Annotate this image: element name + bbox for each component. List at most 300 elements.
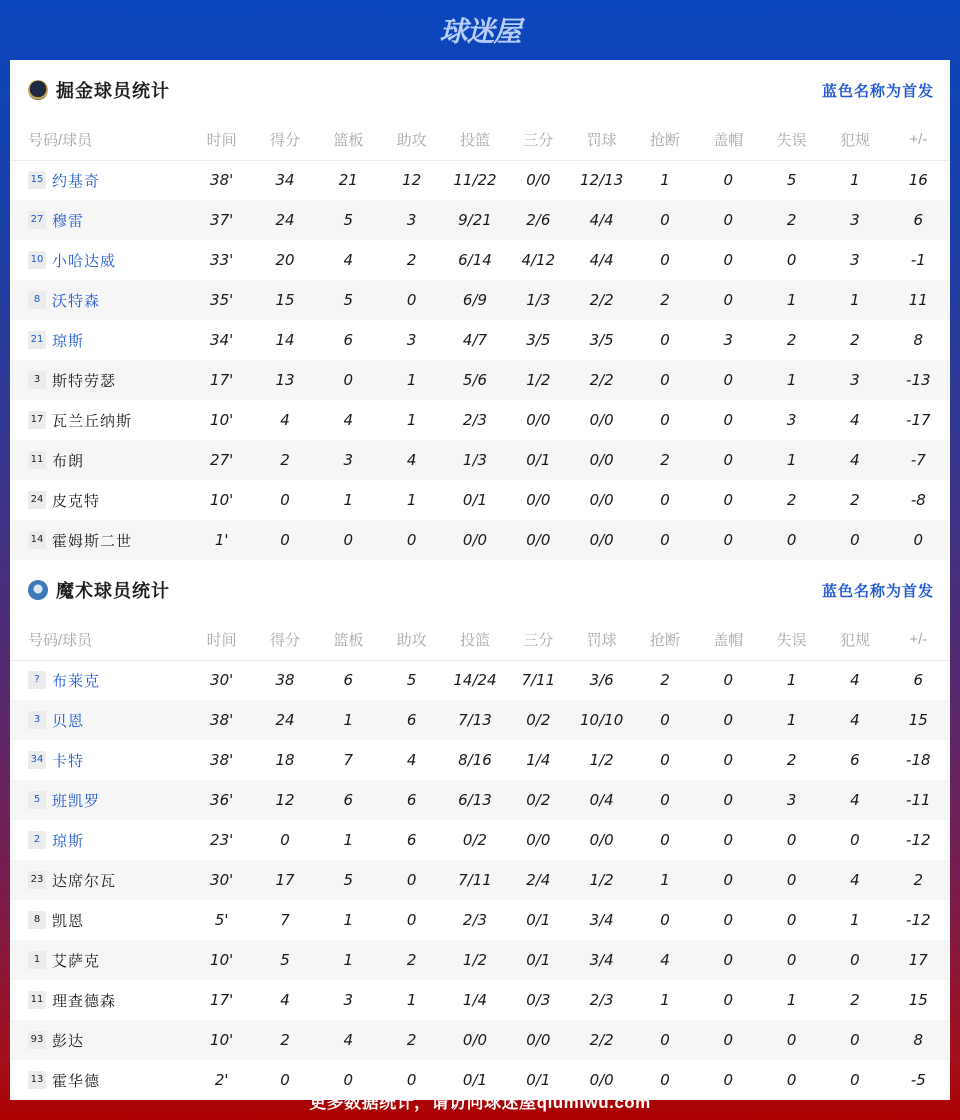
jersey-number-badge: 14 xyxy=(28,531,46,549)
table-row xyxy=(10,400,950,440)
stat-cell: 5 xyxy=(786,171,797,190)
stat-cell: 1/4 xyxy=(526,751,551,769)
column-header: 号码/球员 xyxy=(10,120,190,160)
stat-cell: 1 xyxy=(633,860,696,900)
stat-cell: 0 xyxy=(633,1020,696,1060)
magic-logo-icon xyxy=(28,580,48,600)
stat-cell: 8 xyxy=(887,1020,950,1060)
player-cell xyxy=(10,240,190,280)
stat-cell: 10' xyxy=(210,491,234,509)
stat-cell: 11/22 xyxy=(453,171,497,190)
table-row xyxy=(10,200,950,240)
player-stats-table xyxy=(10,120,950,560)
stat-cell: 0/0 xyxy=(507,520,570,560)
stat-cell: 24 xyxy=(253,700,316,740)
stat-cell: 1 xyxy=(343,491,354,509)
nuggets-logo-icon xyxy=(28,80,48,100)
jersey-number-badge: 2 xyxy=(28,831,46,849)
stat-cell: 12/13 xyxy=(580,171,624,190)
player-cell xyxy=(10,200,190,240)
stat-cell: 0 xyxy=(760,940,823,980)
stat-cell: 4 xyxy=(850,411,860,429)
player-name-link[interactable]: 瓦兰丘纳斯 xyxy=(52,411,133,430)
table-header-row xyxy=(10,120,950,160)
stat-cell: 3 xyxy=(723,331,734,349)
stat-cell: 1' xyxy=(190,520,253,560)
stat-cell: 34 xyxy=(275,171,295,190)
brand-logo: 球迷屋 xyxy=(439,15,521,48)
table-row xyxy=(10,660,950,700)
table-row xyxy=(10,480,950,520)
stat-cell: 1 xyxy=(317,940,380,980)
stat-cell: 38 xyxy=(275,671,295,690)
jersey-number-badge: 5 xyxy=(28,791,46,809)
column-header: 失误 xyxy=(760,620,823,660)
stat-cell: 2 xyxy=(380,1020,443,1060)
stat-cell: 1 xyxy=(786,671,797,690)
player-cell xyxy=(10,860,190,900)
stat-cell: 1 xyxy=(760,280,823,320)
stat-cell: 13 xyxy=(253,360,316,400)
stat-cell: 4/4 xyxy=(589,251,614,269)
player-cell xyxy=(10,780,190,820)
player-name-link[interactable]: 艾萨克 xyxy=(52,951,101,970)
stat-cell: 3 xyxy=(823,200,886,240)
table-row xyxy=(10,160,950,200)
stat-cell: 16 xyxy=(908,171,928,190)
stat-cell: 0/3 xyxy=(526,991,551,1009)
stat-cell: 0 xyxy=(317,360,380,400)
stat-cell: 3 xyxy=(823,360,886,400)
stat-cell: 0 xyxy=(697,1020,760,1060)
column-header: 得分 xyxy=(253,120,316,160)
stat-cell: 2/2 xyxy=(570,360,633,400)
stat-cell: 0 xyxy=(760,1020,823,1060)
stat-cell: 0 xyxy=(280,491,290,509)
stat-cell: 1 xyxy=(406,991,417,1009)
stat-cell: 15 xyxy=(908,991,928,1009)
stat-cell: 2/4 xyxy=(507,860,570,900)
stat-cell: 0 xyxy=(660,911,670,929)
column-header: 犯规 xyxy=(823,120,886,160)
stat-cell: 35' xyxy=(190,280,253,320)
stat-cell: -18 xyxy=(906,751,931,769)
stat-cell: 6 xyxy=(913,671,924,690)
stat-cell: -11 xyxy=(887,780,950,820)
stat-cell: 12 xyxy=(253,780,316,820)
stat-cell: 0 xyxy=(723,671,734,690)
player-name-link[interactable]: 沃特森 xyxy=(52,291,101,310)
stat-cell: 17 xyxy=(253,860,316,900)
player-name-link[interactable]: 贝恩 xyxy=(52,711,85,730)
stat-cell: 2 xyxy=(850,491,860,509)
stat-cell: 38' xyxy=(190,700,253,740)
stat-cell: 3/5 xyxy=(589,331,614,349)
table-row xyxy=(10,440,950,480)
player-name-link[interactable]: 布莱克 xyxy=(52,671,101,690)
stat-cell: 0 xyxy=(723,911,734,929)
column-header: 失误 xyxy=(760,120,823,160)
starter-legend-note: 蓝色名称为首发 xyxy=(821,82,934,100)
player-name-link[interactable]: 布朗 xyxy=(52,451,85,470)
stat-cell: 5/6 xyxy=(443,360,506,400)
stat-cell: 2 xyxy=(633,440,696,480)
column-header: 时间 xyxy=(190,620,253,660)
stat-cell: 6 xyxy=(343,671,354,690)
jersey-number-badge: 13 xyxy=(28,1071,46,1089)
jersey-number-badge: 23 xyxy=(28,871,46,889)
stat-cell: 5 xyxy=(317,200,380,240)
stat-cell: 4/4 xyxy=(570,200,633,240)
stat-cell: 1 xyxy=(850,171,860,190)
stat-cell: 0 xyxy=(697,200,760,240)
stat-cell: 1/2 xyxy=(443,940,506,980)
player-name-link[interactable]: 霍姆斯二世 xyxy=(52,531,133,550)
stat-cell: 0 xyxy=(660,1071,670,1089)
stat-cell: 3 xyxy=(760,780,823,820)
table-row xyxy=(10,940,950,980)
stat-cell: 0/0 xyxy=(589,411,614,429)
table-row xyxy=(10,740,950,780)
column-header: 篮板 xyxy=(317,120,380,160)
team-stats-title: 掘金球员统计 xyxy=(56,81,170,101)
stat-cell: 0 xyxy=(697,780,760,820)
stat-cell: 0 xyxy=(380,280,443,320)
stat-cell: 4 xyxy=(343,411,354,429)
section-title xyxy=(28,577,170,603)
stat-cell: 0 xyxy=(697,700,760,740)
stat-cell: 1/4 xyxy=(462,991,488,1009)
column-header: +/- xyxy=(887,620,950,660)
stat-cell: 0 xyxy=(723,991,734,1009)
stat-cell: 6 xyxy=(850,751,860,769)
stat-cell: 0/1 xyxy=(507,440,570,480)
stat-cell: 1 xyxy=(406,491,417,509)
stat-cell: 0 xyxy=(380,520,443,560)
jersey-number-badge: 11 xyxy=(28,991,46,1009)
stat-cell: 1 xyxy=(660,991,670,1009)
stat-cell: 0 xyxy=(723,831,734,849)
stat-cell: 2 xyxy=(406,251,417,269)
table-row xyxy=(10,980,950,1020)
stat-cell: 27' xyxy=(190,440,253,480)
stat-cell: 3/6 xyxy=(589,671,614,690)
stat-cell: 1/2 xyxy=(507,360,570,400)
player-cell xyxy=(10,900,190,940)
stat-cell: 30' xyxy=(210,671,234,690)
player-cell xyxy=(10,160,190,200)
column-header: 三分 xyxy=(507,120,570,160)
table-row xyxy=(10,700,950,740)
stat-cell: 4 xyxy=(280,411,290,429)
player-cell xyxy=(10,440,190,480)
stat-cell: 0 xyxy=(660,491,670,509)
column-header: 助攻 xyxy=(380,120,443,160)
stat-cell: -1 xyxy=(910,251,926,269)
stat-cell: 1 xyxy=(760,360,823,400)
stat-cell: 2 xyxy=(850,331,860,349)
stats-card xyxy=(10,60,950,1100)
stat-cell: 0/0 xyxy=(443,520,506,560)
stat-cell: 0 xyxy=(280,1071,290,1089)
player-name-link[interactable]: 琼斯 xyxy=(52,331,85,350)
stat-cell: 0 xyxy=(633,780,696,820)
stat-cell: 18 xyxy=(275,751,295,769)
stat-cell: 4 xyxy=(850,671,860,690)
column-header: 投篮 xyxy=(443,620,506,660)
stat-cell: 0 xyxy=(760,520,823,560)
stat-cell: 0 xyxy=(406,1071,417,1089)
player-name-link[interactable]: 皮克特 xyxy=(52,491,101,510)
stat-cell: 0 xyxy=(697,360,760,400)
stat-cell: 1/3 xyxy=(507,280,570,320)
stat-cell: 2 xyxy=(786,751,797,769)
player-cell xyxy=(10,700,190,740)
player-name-link[interactable]: 霍华德 xyxy=(52,1071,101,1090)
stat-cell: 3 xyxy=(786,411,797,429)
stat-cell: 0/0 xyxy=(570,440,633,480)
player-name-link[interactable]: 理查德森 xyxy=(52,991,117,1010)
stat-cell: 4 xyxy=(823,780,886,820)
player-cell xyxy=(10,740,190,780)
stat-cell: 7 xyxy=(343,751,354,769)
column-header: +/- xyxy=(887,120,950,160)
stat-cell: 0 xyxy=(253,520,316,560)
stat-cell: 0 xyxy=(697,280,760,320)
stat-cell: 0/0 xyxy=(526,411,551,429)
stat-cell: 37' xyxy=(190,200,253,240)
column-header: 抢断 xyxy=(633,120,696,160)
table-row xyxy=(10,900,950,940)
stat-cell: 0 xyxy=(723,751,734,769)
column-header: 得分 xyxy=(253,620,316,660)
player-cell xyxy=(10,940,190,980)
stat-cell: 6/14 xyxy=(458,251,492,269)
stat-cell: 2 xyxy=(253,440,316,480)
stat-cell: 21 xyxy=(338,171,358,190)
stat-cell: 0 xyxy=(887,520,950,560)
stat-cell: 5 xyxy=(406,671,417,690)
player-cell xyxy=(10,400,190,440)
jersey-number-badge: 8 xyxy=(28,291,46,309)
table-row xyxy=(10,520,950,560)
stat-cell: 5 xyxy=(317,280,380,320)
brand-bar xyxy=(0,0,960,60)
stat-cell: 2' xyxy=(214,1071,229,1089)
section-title xyxy=(28,77,170,103)
stat-cell: 4 xyxy=(280,991,290,1009)
stat-cell: 0/1 xyxy=(462,1071,488,1089)
player-name-link[interactable]: 彭达 xyxy=(52,1031,85,1050)
column-header: 盖帽 xyxy=(697,620,760,660)
stat-cell: 15 xyxy=(253,280,316,320)
stat-cell: 8 xyxy=(913,331,924,349)
stat-cell: -12 xyxy=(906,831,931,849)
stat-cell: 6 xyxy=(406,831,417,849)
stat-cell: 7/11 xyxy=(521,671,556,690)
stat-cell: 3/4 xyxy=(570,940,633,980)
stat-cell: 5 xyxy=(253,940,316,980)
stat-cell: 0/0 xyxy=(589,491,614,509)
player-stats-table xyxy=(10,620,950,1100)
stat-cell: -17 xyxy=(906,411,931,429)
player-name-link[interactable]: 穆雷 xyxy=(52,211,85,230)
stat-cell: 2/2 xyxy=(570,1020,633,1060)
team-section xyxy=(10,560,950,1100)
stat-cell: 0 xyxy=(633,360,696,400)
stat-cell: 2/2 xyxy=(570,280,633,320)
player-name-link[interactable]: 班凯罗 xyxy=(52,791,101,810)
player-name-link[interactable]: 斯特劳瑟 xyxy=(52,371,117,390)
stat-cell: 0/2 xyxy=(462,831,488,849)
stat-cell: 0 xyxy=(660,751,670,769)
stat-cell: 0 xyxy=(380,860,443,900)
stat-cell: 2 xyxy=(850,991,860,1009)
stat-cell: 3 xyxy=(850,251,860,269)
stat-cell: 2/6 xyxy=(507,200,570,240)
stat-cell: 0/1 xyxy=(507,940,570,980)
stat-cell: 0/0 xyxy=(443,1020,506,1060)
team-stats-title: 魔术球员统计 xyxy=(56,581,170,601)
stat-cell: 17 xyxy=(887,940,950,980)
stat-cell: 0 xyxy=(633,700,696,740)
stat-cell: 0 xyxy=(697,440,760,480)
stat-cell: 2 xyxy=(760,200,823,240)
stat-cell: 4 xyxy=(317,1020,380,1060)
stat-cell: 0/1 xyxy=(462,491,488,509)
stat-cell: 0 xyxy=(280,831,290,849)
column-header: 时间 xyxy=(190,120,253,160)
stat-cell: 0 xyxy=(850,831,860,849)
stat-cell: 3/4 xyxy=(589,911,614,929)
player-name-link[interactable]: 凯恩 xyxy=(52,911,85,930)
jersey-number-badge: 27 xyxy=(28,211,46,229)
stat-cell: 0 xyxy=(850,1071,860,1089)
stat-cell: 0 xyxy=(697,520,760,560)
stat-cell: 1 xyxy=(660,171,670,190)
jersey-number-badge: 15 xyxy=(28,171,46,189)
stat-cell: 30' xyxy=(190,860,253,900)
stat-cell: 14/24 xyxy=(453,671,497,690)
stat-cell: 3/5 xyxy=(526,331,551,349)
stat-cell: 2 xyxy=(786,331,797,349)
stat-cell: 4 xyxy=(823,860,886,900)
player-name-link[interactable]: 约基奇 xyxy=(52,171,101,190)
jersey-number-badge: ? xyxy=(28,671,46,689)
stat-cell: 0 xyxy=(786,1071,797,1089)
stat-cell: 2 xyxy=(633,280,696,320)
stat-cell: 1 xyxy=(760,440,823,480)
table-row xyxy=(10,280,950,320)
stat-cell: 3 xyxy=(380,200,443,240)
stat-cell: 0/2 xyxy=(507,700,570,740)
stat-cell: 34' xyxy=(210,331,234,349)
jersey-number-badge: 93 xyxy=(28,1031,46,1049)
stat-cell: 1/2 xyxy=(589,751,614,769)
column-header: 抢断 xyxy=(633,620,696,660)
jersey-number-badge: 1 xyxy=(28,951,46,969)
stat-cell: 5 xyxy=(317,860,380,900)
stat-cell: 1 xyxy=(760,700,823,740)
stat-cell: 6/13 xyxy=(443,780,506,820)
stat-cell: 3 xyxy=(317,440,380,480)
stat-cell: 0/0 xyxy=(589,831,614,849)
stat-cell: 0/0 xyxy=(526,491,551,509)
stat-cell: 0/4 xyxy=(570,780,633,820)
jersey-number-badge: 21 xyxy=(28,331,46,349)
stat-cell: 4 xyxy=(823,700,886,740)
table-row xyxy=(10,240,950,280)
stat-cell: 0/1 xyxy=(526,1071,551,1089)
column-header: 罚球 xyxy=(570,620,633,660)
stat-cell: 1 xyxy=(823,280,886,320)
stat-cell: 4 xyxy=(343,251,354,269)
column-header: 罚球 xyxy=(570,120,633,160)
player-name-link[interactable]: 小哈达威 xyxy=(52,251,117,270)
player-cell xyxy=(10,320,190,360)
player-name-link[interactable]: 卡特 xyxy=(52,751,85,770)
stat-cell: 10' xyxy=(190,940,253,980)
stat-cell: 4/12 xyxy=(521,251,556,269)
jersey-number-badge: 3 xyxy=(28,371,46,389)
jersey-number-badge: 10 xyxy=(28,251,46,269)
stat-cell: 0 xyxy=(406,911,417,929)
column-header: 盖帽 xyxy=(697,120,760,160)
stat-cell: 6 xyxy=(380,780,443,820)
stat-cell: 6/9 xyxy=(443,280,506,320)
stat-cell: 0/0 xyxy=(526,831,551,849)
stat-cell: 0 xyxy=(760,860,823,900)
section-header xyxy=(10,560,950,620)
stat-cell: -13 xyxy=(887,360,950,400)
stat-cell: 1 xyxy=(786,991,797,1009)
stat-cell: 1/3 xyxy=(443,440,506,480)
table-header-row xyxy=(10,620,950,660)
stat-cell: 6 xyxy=(887,200,950,240)
column-header: 助攻 xyxy=(380,620,443,660)
stat-cell: 0 xyxy=(823,1020,886,1060)
stat-cell: 2 xyxy=(660,671,670,690)
stat-cell: 2 xyxy=(380,940,443,980)
stat-cell: 24 xyxy=(253,200,316,240)
column-header: 三分 xyxy=(507,620,570,660)
stat-cell: 0 xyxy=(660,411,670,429)
stat-cell: 12 xyxy=(402,171,422,190)
player-name-link[interactable]: 达席尔瓦 xyxy=(52,871,117,890)
stat-cell: 0/0 xyxy=(526,171,551,190)
stat-cell: 17' xyxy=(210,991,234,1009)
player-cell xyxy=(10,980,190,1020)
column-header: 号码/球员 xyxy=(10,620,190,660)
stat-cell: 0/0 xyxy=(507,1020,570,1060)
stat-cell: 14 xyxy=(275,331,295,349)
stat-cell: 17' xyxy=(190,360,253,400)
stat-cell: 38' xyxy=(210,171,234,190)
stat-cell: 2/3 xyxy=(462,411,488,429)
jersey-number-badge: 11 xyxy=(28,451,46,469)
stat-cell: 7 xyxy=(280,911,290,929)
column-header: 投篮 xyxy=(443,120,506,160)
stat-cell: -12 xyxy=(906,911,931,929)
player-cell xyxy=(10,1020,190,1060)
player-name-link[interactable]: 琼斯 xyxy=(52,831,85,850)
table-row xyxy=(10,860,950,900)
stat-cell: 10' xyxy=(190,1020,253,1060)
stat-cell: 2 xyxy=(253,1020,316,1060)
stat-cell: 0/2 xyxy=(507,780,570,820)
stat-cell: 0/1 xyxy=(526,911,551,929)
jersey-number-badge: 17 xyxy=(28,411,46,429)
